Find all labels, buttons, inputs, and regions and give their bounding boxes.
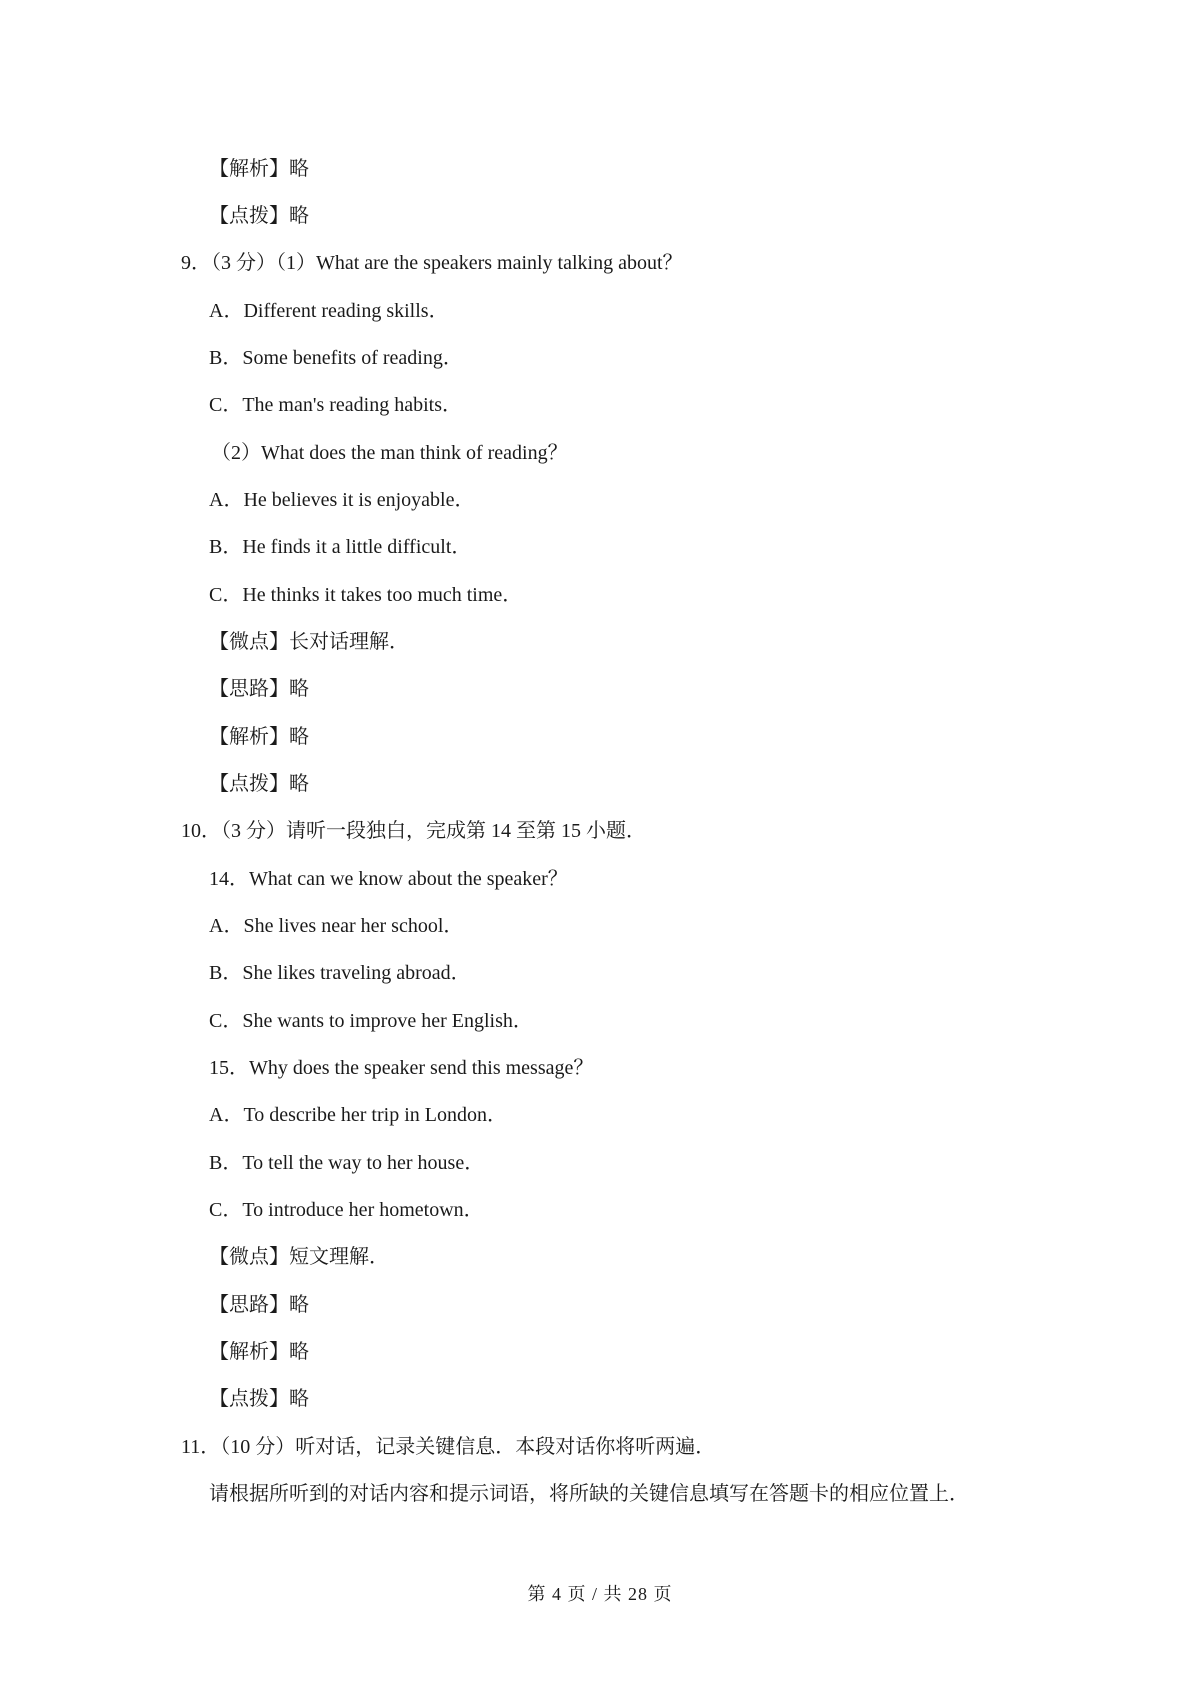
q15-option-c: C．To introduce her hometown． bbox=[209, 1199, 484, 1221]
q9-1-option-c: C．The man's reading habits． bbox=[209, 394, 462, 416]
analysis-note: 【解析】略 bbox=[209, 158, 309, 180]
q14-option-a: A．She lives near her school． bbox=[209, 915, 464, 937]
q14-option-c: C．She wants to improve her English． bbox=[209, 1010, 533, 1032]
question-11-instruction: 请根据所听到的对话内容和提示词语，将所缺的关键信息填写在答题卡的相应位置上． bbox=[209, 1483, 969, 1505]
q9-2-option-b: B．He finds it a little difficult． bbox=[209, 536, 472, 558]
question-9-stem: 9．（3 分）（1）What are the speakers mainly talking about？ bbox=[181, 252, 683, 274]
question-11-stem: 11．（10 分）听对话，记录关键信息．本段对话你将听两遍． bbox=[181, 1436, 716, 1458]
page-number-footer: 第 4 页 / 共 28 页 bbox=[527, 1584, 673, 1604]
analysis-note: 【解析】略 bbox=[209, 1341, 309, 1363]
thinking-note: 【思路】略 bbox=[209, 678, 309, 700]
question-10-stem: 10．（3 分）请听一段独白，完成第 14 至第 15 小题． bbox=[181, 820, 646, 842]
thinking-note: 【思路】略 bbox=[209, 1294, 309, 1316]
question-14: 14．What can we know about the speaker？ bbox=[209, 868, 568, 890]
q9-1-option-b: B．Some benefits of reading． bbox=[209, 347, 463, 369]
q9-1-option-a: A．Different reading skills． bbox=[209, 300, 449, 322]
q9-2-option-a: A．He believes it is enjoyable． bbox=[209, 489, 475, 511]
question-15: 15．Why does the speaker send this message？ bbox=[209, 1057, 594, 1079]
q15-option-b: B．To tell the way to her house． bbox=[209, 1152, 485, 1174]
q9-2-option-c: C．He thinks it takes too much time． bbox=[209, 584, 523, 606]
analysis-note: 【解析】略 bbox=[209, 726, 309, 748]
question-9-part-2: （2）What does the man think of reading？ bbox=[211, 442, 568, 464]
tip-note: 【点拨】略 bbox=[209, 205, 309, 227]
q14-option-b: B．She likes traveling abroad． bbox=[209, 962, 471, 984]
point-note: 【微点】长对话理解． bbox=[209, 631, 409, 653]
q15-option-a: A．To describe her trip in London． bbox=[209, 1104, 507, 1126]
tip-note: 【点拨】略 bbox=[209, 773, 309, 795]
tip-note: 【点拨】略 bbox=[209, 1388, 309, 1410]
point-note: 【微点】短文理解． bbox=[209, 1246, 389, 1268]
